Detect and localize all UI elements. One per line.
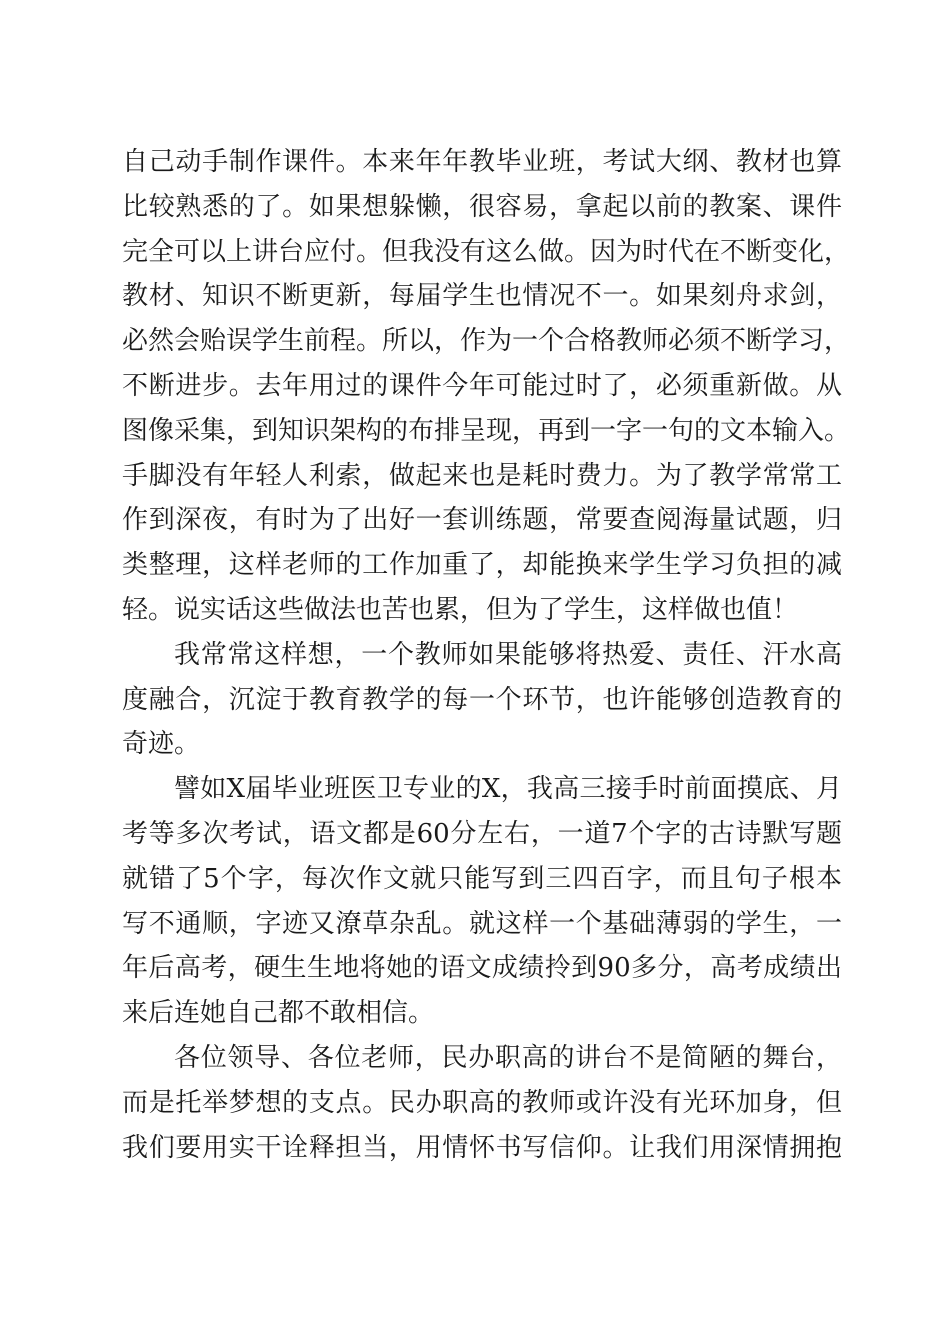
- text-line: 年后高考，硬生生地将她的语文成绩拎到90多分，高考成绩出: [122, 953, 842, 984]
- text-line: 教材、知识不断更新，每届学生也情况不一。如果刻舟求剑，: [122, 281, 842, 312]
- text-line: 譬如X届毕业班医卫专业的X，我高三接手时前面摸底、月: [174, 774, 842, 805]
- text-line: 作到深夜，有时为了出好一套训练题，常要查阅海量试题，归: [122, 505, 842, 536]
- text-line: 比较熟悉的了。如果想躲懒，很容易，拿起以前的教案、课件: [122, 191, 842, 222]
- text-line: 我常常这样想，一个教师如果能够将热爱、责任、汗水高: [174, 639, 842, 670]
- text-line: 度融合，沉淀于教育教学的每一个环节，也许能够创造教育的: [122, 684, 842, 715]
- text-line: 就错了5个字，每次作文就只能写到三四百字，而且句子根本: [122, 863, 842, 894]
- text-line: 轻。说实话这些做法也苦也累，但为了学生，这样做也值！: [122, 594, 799, 625]
- text-line: 考等多次考试，语文都是60分左右，一道7个字的古诗默写题: [122, 818, 842, 849]
- text-line: 图像采集，到知识架构的布排呈现，再到一字一句的文本输入。: [122, 415, 851, 446]
- body-text: [122, 140, 851, 1170]
- text-line: 来后连她自己都不敢相信。: [122, 998, 435, 1029]
- text-line: 不断进步。去年用过的课件今年可能过时了，必须重新做。从: [122, 370, 842, 401]
- text-line: 完全可以上讲台应付。但我没有这么做。因为时代在不断变化，: [122, 236, 851, 267]
- text-line: 而是托举梦想的支点。民办职高的教师或许没有光环加身，但: [122, 1087, 842, 1118]
- text-line: 自己动手制作课件。本来年年教毕业班，考试大纲、教材也算: [122, 147, 842, 177]
- text-line: 类整理，这样老师的工作加重了，却能换来学生学习负担的减: [122, 550, 842, 581]
- text-line: 手脚没有年轻人利索，做起来也是耗时费力。为了教学常常工: [122, 460, 842, 491]
- text-line: 奇迹。: [122, 729, 201, 760]
- text-line: 各位领导、各位老师，民办职高的讲台不是简陋的舞台，: [174, 1042, 842, 1073]
- text-line: 必然会贻误学生前程。所以，作为一个合格教师必须不断学习，: [122, 326, 851, 357]
- text-line: 写不通顺，字迹又潦草杂乱。就这样一个基础薄弱的学生，一: [122, 908, 842, 939]
- text-line: 我们要用实干诠释担当，用情怀书写信仰。让我们用深情拥抱: [122, 1132, 842, 1163]
